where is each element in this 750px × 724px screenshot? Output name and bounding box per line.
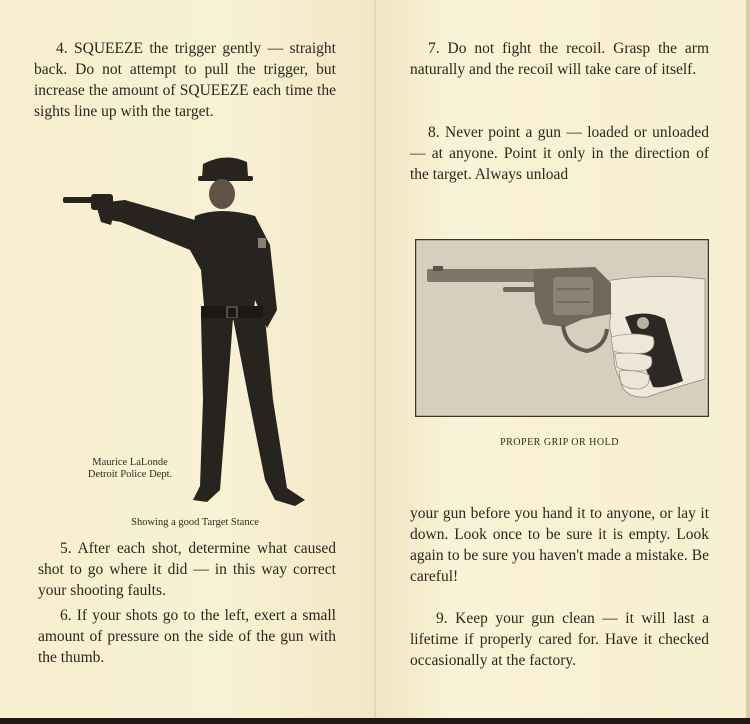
- officer-dept-caption: Detroit Police Dept.: [87, 469, 173, 480]
- instruction-9: 9. Keep your gun clean — it will last a lifetime if properly cared for. Have it checked occasionally at the factory.: [410, 610, 709, 669]
- instruction-8-part-2: your gun before you hand it to anyone, or lay it down. Look once to be sure it is empty. Look again to be sure you haven't made a mistake. Be careful!: [410, 505, 709, 585]
- instruction-6: 6. If your shots go to the left, exert a small amount of pressure on the side of the gun with the thumb.: [38, 607, 336, 666]
- revolver-grip-photo: [415, 239, 709, 417]
- officer-name-caption: Maurice LaLonde: [92, 457, 168, 468]
- stance-caption: Showing a good Target Stance: [131, 517, 259, 528]
- left-page: [0, 0, 376, 718]
- instruction-7: 7. Do not fight the recoil. Grasp the arm naturally and the recoil will take care of itself.: [410, 40, 709, 78]
- police-officer-photo: [55, 150, 325, 520]
- instruction-5: 5. After each shot, determine what caused shot to go where it did — in this way correct your shooting faults.: [38, 540, 336, 599]
- right-page: [376, 0, 750, 718]
- instruction-8-part-1: 8. Never point a gun — loaded or unloaded — at anyone. Point it only in the direction of the target. Always unload: [410, 124, 709, 183]
- paper-edge: [746, 0, 750, 718]
- grip-caption: PROPER GRIP OR HOLD: [500, 437, 619, 448]
- instruction-4: 4. SQUEEZE the trigger gently — straight back. Do not attempt to pull the trigger, but increase the amount of SQUEEZE each time the sights line up with the target.: [34, 40, 336, 120]
